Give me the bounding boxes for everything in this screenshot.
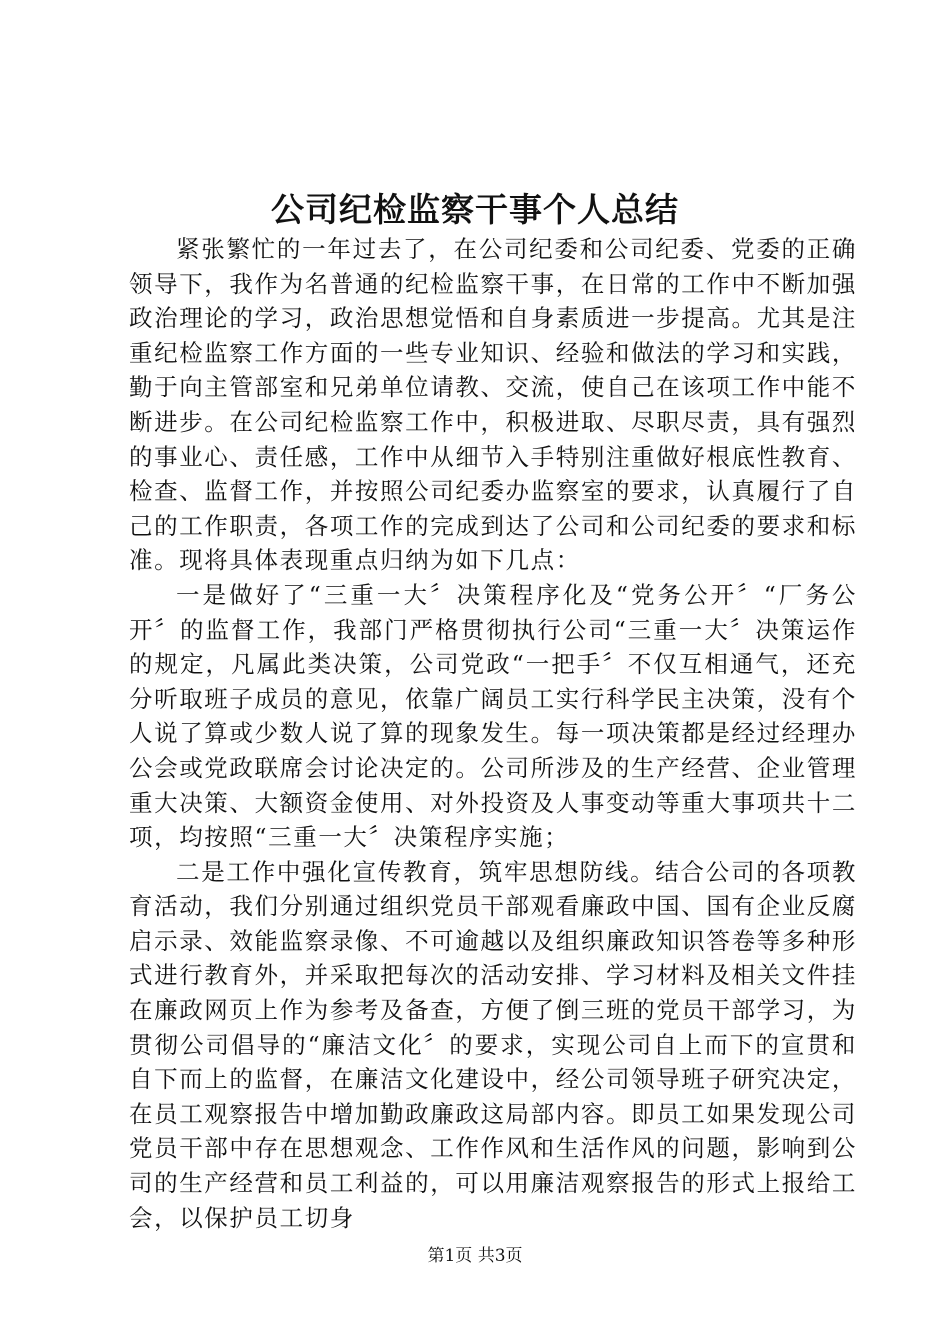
paragraph-point-two: 二是工作中强化宣传教育，筑牢思想防线。结合公司的各项教育活动，我们分别通过组织党员干部观看廉政中国、国有企业反腐启示录、效能监察录像、不可逾越以及组织廉政知识答卷等多种形式进行教育外，并采取把每次的活动安排、学习材料及相关文件挂在廉政网页上作为参考及备查，方便了倒三班的党员干部学习，为贯彻公司倡导的“廉洁文化〞的要求，实现公司自上而下的宣贯和自下而上的监督，在廉洁文化建设中，经公司领导班子研究决定，在员工观察报告中增加勤政廉政这局部内容。即员工如果发现公司党员干部中存在思想观念、工作作风和生活作风的问题，影响到公司的生产经营和员工利益的，可以用廉洁观察报告的形式上报给工会，以保护员工切身: [129, 857, 857, 1232]
page-number-footer: 第1页 共3页: [427, 1246, 523, 1266]
document-body: [129, 232, 857, 1235]
paragraph-intro: 紧张繁忙的一年过去了，在公司纪委和公司纪委、党委的正确领导下，我作为名普通的纪检监察干事，在日常的工作中不断加强政治理论的学习，政治思想觉悟和自身素质进一步提高。尤其是注重纪检监察工作方面的一些专业知识、经验和做法的学习和实践，勤于向主管部室和兄弟单位请教、交流，使自己在该项工作中能不断进步。在公司纪检监察工作中，积极进取、尽职尽责，具有强烈的事业心、责任感，工作中从细节入手特别注重做好根底性教育、检查、监督工作，并按照公司纪委办监察室的要求，认真履行了自己的工作职责，各项工作的完成到达了公司和公司纪委的要求和标准。现将具体表现重点归纳为如下几点：: [129, 235, 857, 575]
paragraph-point-one: 一是做好了“三重一大〞决策程序化及“党务公开〞“厂务公开〞的监督工作，我部门严格贯彻执行公司“三重一大〞决策运作的规定，凡属此类决策，公司党政“一把手〞不仅互相通气，还充分听取班子成员的意见，依靠广阔员工实行科学民主决策，没有个人说了算或少数人说了算的现象发生。每一项决策都是经过经理办公会或党政联席会讨论决定的。公司所涉及的生产经营、企业管理重大决策、大额资金使用、对外投资及人事变动等重大事项共十二项，均按照“三重一大〞决策程序实施；: [129, 580, 857, 852]
document-title: 公司纪检监察干事个人总结: [271, 190, 679, 229]
